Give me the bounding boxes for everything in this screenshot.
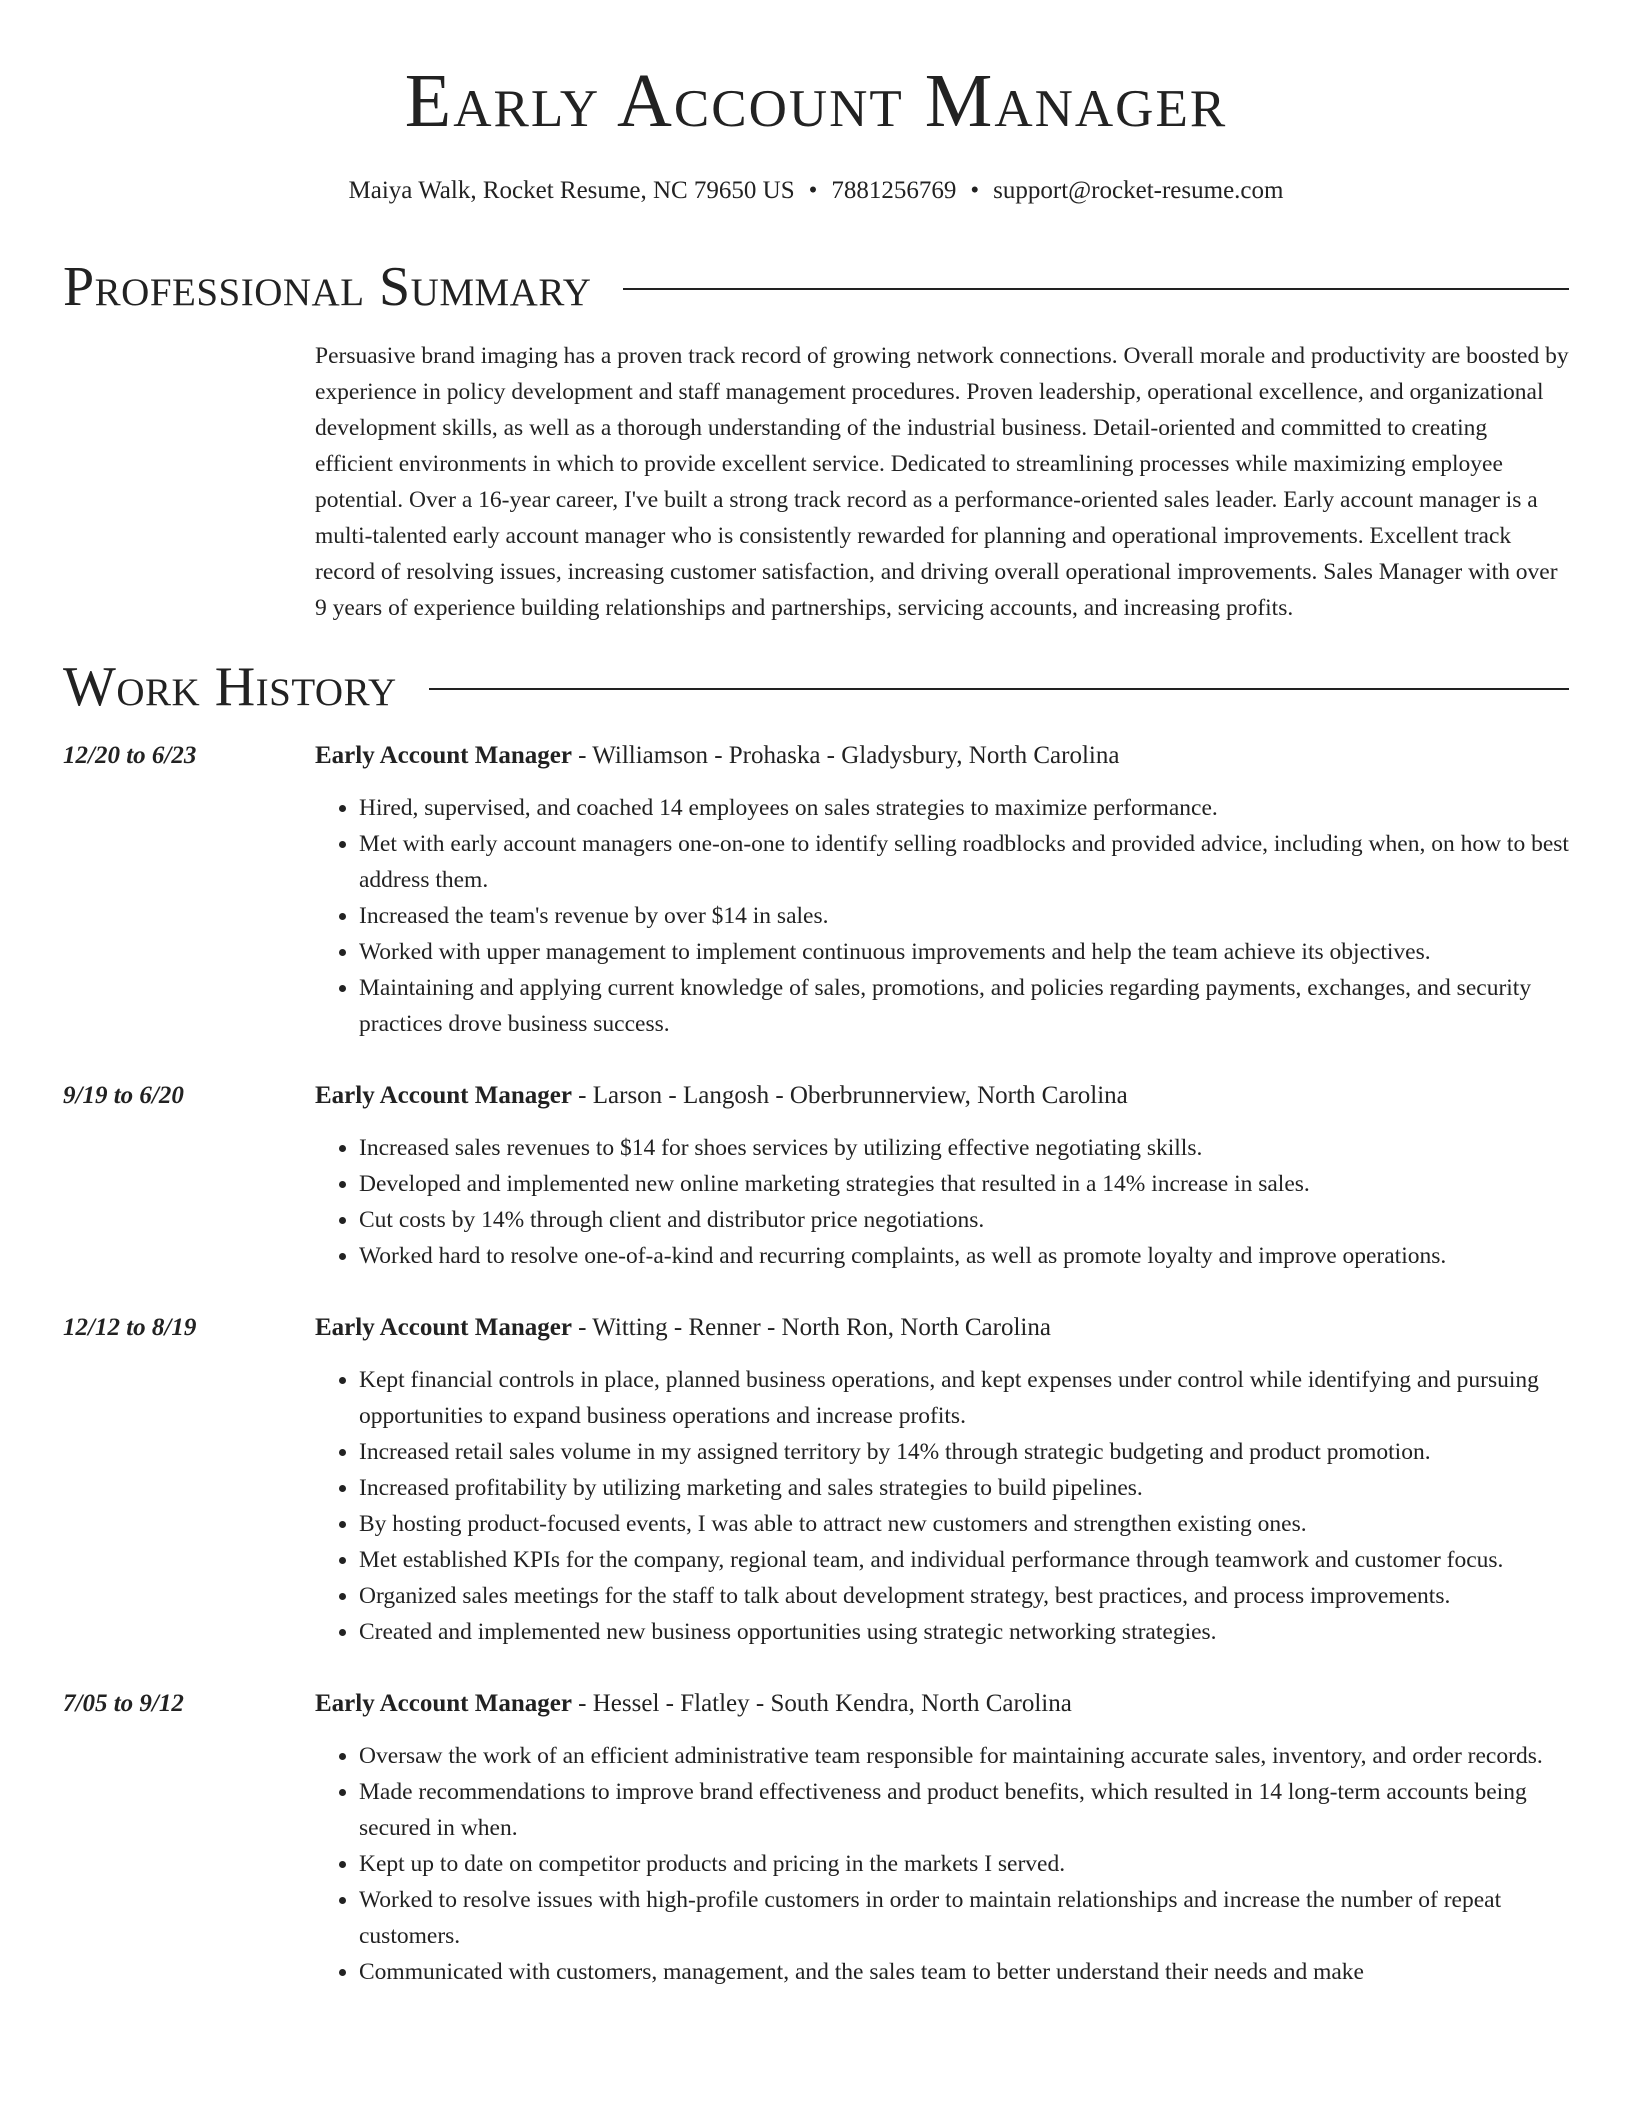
section-divider — [623, 288, 1569, 290]
job-bullet: • Developed and implemented new online marketing strategies that resulted in a 14% increase in sales. — [359, 1166, 1569, 1202]
job-role: Early Account Manager — [315, 742, 572, 769]
job-heading — [315, 1310, 1569, 1346]
job-body — [315, 738, 1569, 1042]
work-history-list — [63, 738, 1569, 1990]
job-entry — [63, 738, 1569, 1042]
job-bullet: • Worked hard to resolve one-of-a-kind and recurring complaints, as well as promote loyalty and improve operations. — [359, 1238, 1569, 1274]
job-entry — [63, 1078, 1569, 1274]
job-bullet: • Increased retail sales volume in my assigned territory by 14% through strategic budgeting and product promotion. — [359, 1434, 1569, 1470]
summary-text: Persuasive brand imaging has a proven track record of growing network connections. Overall morale and productivity are boosted by experience in policy development and staff management procedures. Proven leadership, operational excellence, and organizational development skills, as well as a thorough understanding of the industrial business. Detail-oriented and committed to creating efficient environments in which to provide excellent service. Dedicated to streamlining processes while maximizing employee potential. Over a 16-year career, I've built a strong track record as a performance-oriented sales leader. Early account manager is a multi-talented early account manager who is consistently rewarded for planning and operational improvements. Excellent track record of resolving issues, increasing customer satisfaction, and driving overall operational improvements. Sales Manager with over 9 years of experience building relationships and partnerships, servicing accounts, and increasing profits. — [315, 343, 1569, 621]
job-bullets — [315, 1130, 1569, 1274]
contact-phone: 7881256769 — [831, 177, 957, 204]
document-title: Early Account Manager — [404, 59, 1228, 143]
job-bullet: • Cut costs by 14% through client and distributor price negotiations. — [359, 1202, 1569, 1238]
job-role: Early Account Manager — [315, 1314, 572, 1341]
job-bullet: • Worked with upper management to implement continuous improvements and help the team achieve its objectives. — [359, 934, 1569, 970]
job-bullet: • Worked to resolve issues with high-profile customers in order to maintain relationships and increase the number of repeat customers. — [359, 1882, 1569, 1954]
job-bullet: • Increased profitability by utilizing marketing and sales strategies to build pipelines. — [359, 1470, 1569, 1506]
job-bullet: • Oversaw the work of an efficient administrative team responsible for maintaining accurate sales, inventory, and order records. — [359, 1738, 1569, 1774]
section-divider — [429, 688, 1569, 690]
job-body — [315, 1310, 1569, 1650]
job-company-location: - Hessel - Flatley - South Kendra, North Carolina — [571, 1690, 1072, 1717]
job-dates: 12/12 to 8/19 — [63, 1314, 197, 1341]
job-role: Early Account Manager — [315, 1690, 572, 1717]
job-bullet: • Kept financial controls in place, planned business operations, and kept expenses under control while identifying and pursuing opportunities to expand business operations and increase profits. — [359, 1362, 1569, 1434]
job-company-location: - Williamson - Prohaska - Gladysbury, North Carolina — [571, 742, 1120, 769]
job-dates: 9/19 to 6/20 — [63, 1082, 184, 1109]
contact-separator: • — [808, 177, 818, 204]
job-entry — [63, 1310, 1569, 1650]
job-bullet: • Increased sales revenues to $14 for shoes services by utilizing effective negotiating skills. — [359, 1130, 1569, 1166]
job-company-location: - Witting - Renner - North Ron, North Carolina — [571, 1314, 1051, 1341]
job-bullet: • Met with early account managers one-on-one to identify selling roadblocks and provided advice, including when, on how to best address them. — [359, 826, 1569, 898]
job-heading — [315, 1686, 1569, 1722]
job-body — [315, 1078, 1569, 1274]
job-bullet: • Made recommendations to improve brand effectiveness and product benefits, which resulted in 14 long-term accounts being secured in when. — [359, 1774, 1569, 1846]
summary-section-header — [63, 254, 1569, 320]
contact-separator: • — [970, 177, 980, 204]
job-body — [315, 1686, 1569, 1990]
job-dates: 12/20 to 6/23 — [63, 742, 197, 769]
job-bullets — [315, 790, 1569, 1042]
job-bullet: • Met established KPIs for the company, regional team, and individual performance through teamwork and customer focus. — [359, 1542, 1569, 1578]
job-entry — [63, 1686, 1569, 1990]
work-history-section-header — [63, 654, 1569, 720]
job-bullet: • Maintaining and applying current knowledge of sales, promotions, and policies regarding payments, exchanges, and security practices drove business success. — [359, 970, 1569, 1042]
job-bullet: • Kept up to date on competitor products and pricing in the markets I served. — [359, 1846, 1569, 1882]
job-role: Early Account Manager — [315, 1082, 572, 1109]
work-history-heading: Work History — [63, 656, 397, 718]
job-bullets — [315, 1738, 1569, 1990]
job-bullet: • Communicated with customers, management, and the sales team to better understand their needs and make — [359, 1954, 1569, 1990]
job-bullet: • Organized sales meetings for the staff to talk about development strategy, best practices, and process improvements. — [359, 1578, 1569, 1614]
job-bullets — [315, 1362, 1569, 1650]
job-heading — [315, 1078, 1569, 1114]
job-bullet: • Hired, supervised, and coached 14 employees on sales strategies to maximize performance. — [359, 790, 1569, 826]
contact-email: support@rocket-resume.com — [993, 177, 1284, 204]
job-dates: 7/05 to 9/12 — [63, 1690, 184, 1717]
contact-line — [63, 175, 1569, 207]
job-company-location: - Larson - Langosh - Oberbrunnerview, North Carolina — [571, 1082, 1128, 1109]
summary-heading: Professional Summary — [63, 256, 592, 318]
job-bullet: • Created and implemented new business opportunities using strategic networking strategies. — [359, 1614, 1569, 1650]
job-bullet: • Increased the team's revenue by over $14 in sales. — [359, 898, 1569, 934]
job-bullet: • By hosting product-focused events, I was able to attract new customers and strengthen existing ones. — [359, 1506, 1569, 1542]
contact-address: Maiya Walk, Rocket Resume, NC 79650 US — [348, 177, 795, 204]
job-heading — [315, 738, 1569, 774]
